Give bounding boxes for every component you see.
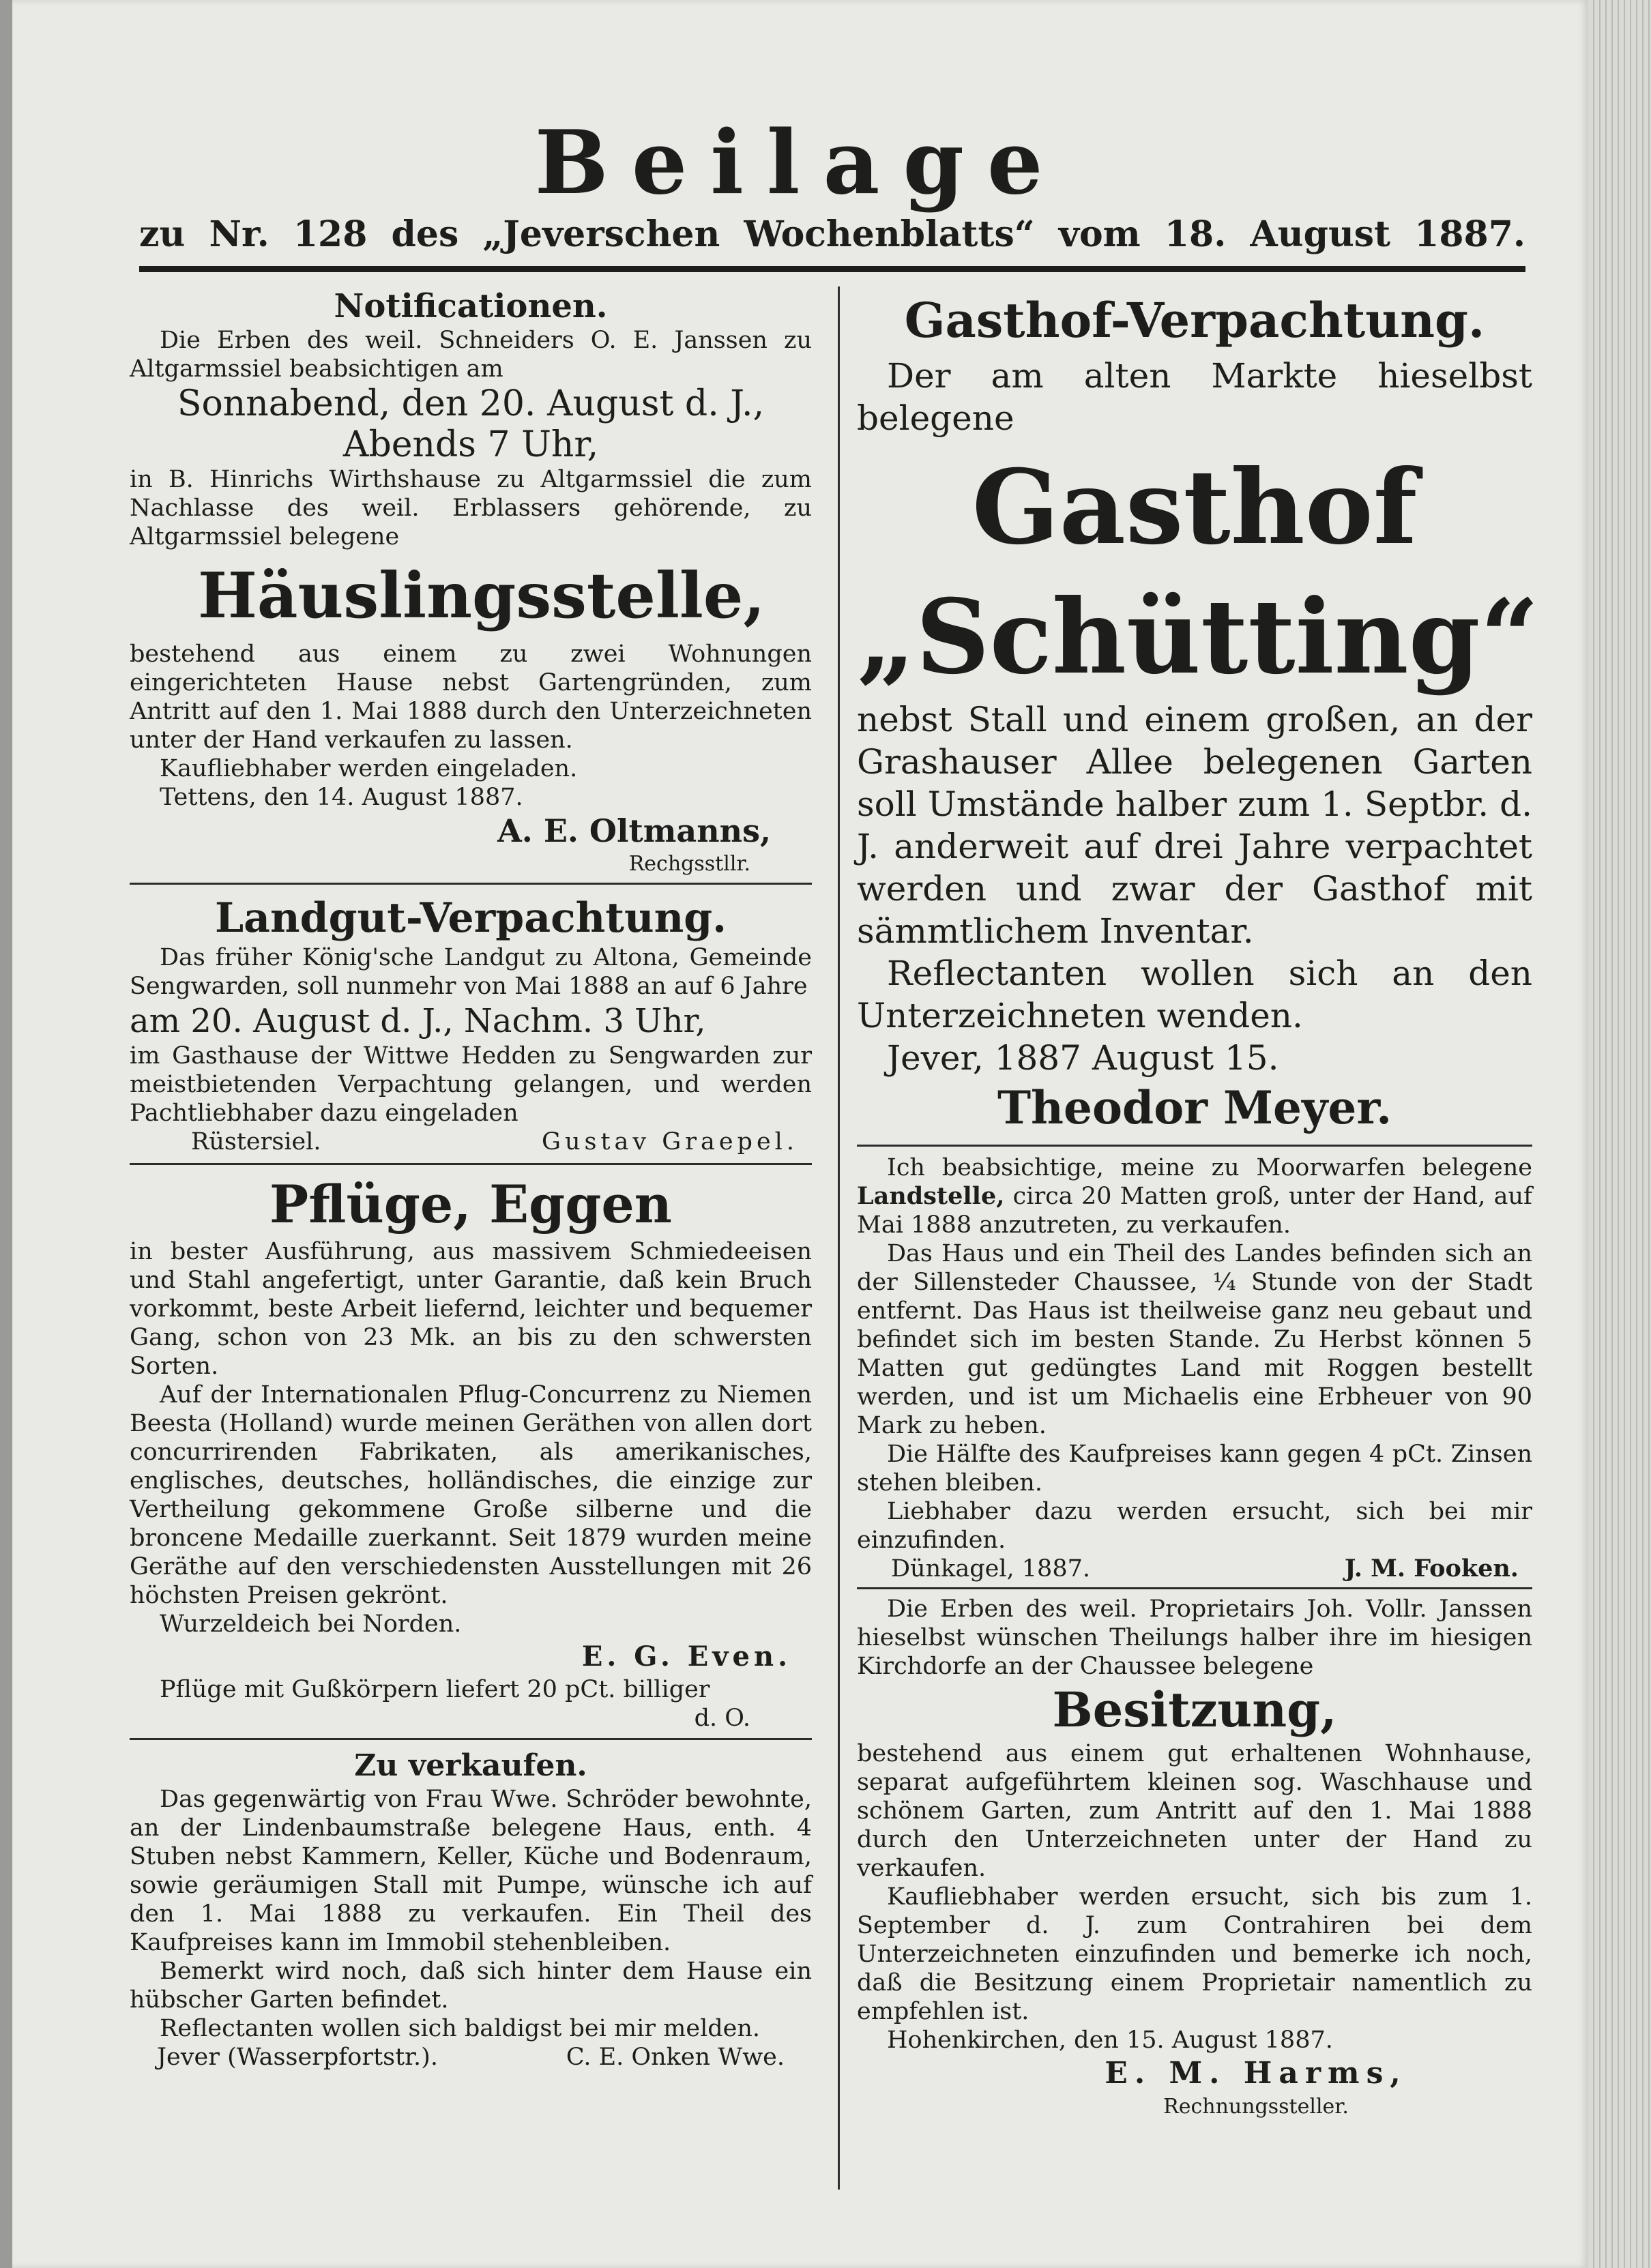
gasthof-p1: Der am alten Markte hieselbst belegene bbox=[857, 356, 1532, 438]
gasthof-big-name: Gasthof bbox=[971, 447, 1418, 568]
pfluege-p3: Pflüge mit Gußkörpern liefert 20 pCt. billiger bbox=[160, 1676, 710, 1703]
column-divider bbox=[838, 286, 840, 2190]
verkaufen-heading: Zu verkaufen. bbox=[354, 1748, 587, 1783]
pfluege-p3-end: d. O. bbox=[694, 1705, 750, 1732]
pfluege-p2: Auf der Internationalen Pflug-Concurrenz zu Niemen Beesta (Holland) wurde meinen Geräthen von allen dort concurrirenden Fabrikaten, als amerikanisches, englisches, deutsches, holländisches, die einzige zur Vertheilung gekommene Große silberne und die broncene Medaille zuerkannt. Seit 1879 wurden meine Geräthe auf den verschiedensten Ausstellungen mit 26 höchsten Preisen gekrönt. bbox=[130, 1381, 812, 1609]
landstelle-p2: Das Haus und ein Theil des Landes befinden sich an der Sillensteder Chaussee, ¼ Stunde von der Stadt entfernt. Das Haus ist theilweise ganz neu gebaut und befindet sich im besten Stande. Zu Herbst können 5 Matten gut gedüngtes Land mit Roggen bestellt werden, und ist um Michaelis eine Erbheuer von 90 Mark zu heben. bbox=[857, 1240, 1532, 1439]
notification-p1: Die Erben des weil. Schneiders O. E. Janssen zu Altgarmssiel beabsichtigen am bbox=[130, 327, 812, 383]
landstelle-p1 bbox=[857, 1153, 1532, 1239]
masthead-subtitle: zu Nr. 128 des „Jeverschen Wochenblatts“ vom 18. August 1887. bbox=[139, 213, 1525, 255]
notification-signer-title: Rechgsstllr. bbox=[628, 852, 750, 876]
gasthof-p2: nebst Stall und einem großen, an der Grashauser Allee belegenen Garten soll Umstände halber zum 1. Septbr. d. J. anderweit auf drei Jahre verpachtet werden und zwar der Gasthof mit sämmtlichem Inventar. bbox=[857, 700, 1532, 951]
landgut-sign-line bbox=[130, 1128, 812, 1156]
notification-ad bbox=[130, 286, 812, 879]
verkaufen-place: Jever (Wasserpfortstr.). bbox=[157, 2044, 438, 2071]
besitzung-signer: E. M. Harms, bbox=[1105, 2056, 1407, 2091]
notification-signer: A. E. Oltmanns, bbox=[497, 812, 771, 849]
masthead-title: Beilage bbox=[534, 112, 1066, 214]
pfluege-p1: in bester Ausführung, aus massivem Schmiedeeisen und Stahl angefertigt, unter Garantie, daß kein Bruch vorkommt, beste Arbeit liefernd, leichter und bequemer Gang, schon von 23 Mk. an bis zu den schwersten Sorten. bbox=[130, 1238, 812, 1380]
section-rule bbox=[130, 883, 812, 885]
landstelle-sign-line bbox=[857, 1555, 1532, 1583]
notification-place-date: Tettens, den 14. August 1887. bbox=[160, 784, 523, 811]
landstelle-place-date: Dünkagel, 1887. bbox=[891, 1555, 1090, 1582]
section-rule bbox=[857, 1145, 1532, 1147]
pfluege-heading: Pflüge, Eggen bbox=[269, 1174, 672, 1235]
section-rule bbox=[130, 1163, 812, 1165]
landstelle-signer: J. M. Fooken. bbox=[1344, 1555, 1519, 1582]
landstelle-p3: Die Hälfte des Kaufpreises kann gegen 4 pCt. Zinsen stehen bleiben. bbox=[857, 1441, 1532, 1497]
besitzung-p3: Kaufliebhaber werden ersucht, sich bis zum 1. September d. J. zum Contrahiren bei dem Unterzeichneten einzufinden und bemerke ich noch, daß die Besitzung einem Proprietair namentlich zu empfehlen ist. bbox=[857, 1883, 1532, 2025]
landgut-p2: im Gasthause der Wittwe Hedden zu Sengwarden zur meistbietenden Verpachtung gelangen, und werden Pachtliebhaber dazu eingeladen bbox=[130, 1042, 812, 1127]
notification-time: Abends 7 Uhr, bbox=[342, 424, 599, 465]
book-page-edges bbox=[1588, 0, 1651, 2268]
right-column bbox=[857, 286, 1539, 2121]
notification-headline: Häuslingsstelle, bbox=[198, 559, 765, 632]
notification-p3: bestehend aus einem zu zwei Wohnungen eingerichteten Hause nebst Gartengründen, zum Antritt auf den 1. Mai 1888 durch den Unterzeichneten unter der Hand verkaufen zu lassen. bbox=[130, 640, 812, 754]
notification-heading: Notificationen. bbox=[334, 287, 608, 325]
pfluege-ad bbox=[130, 1172, 812, 1733]
besitzung-p1: Die Erben des weil. Proprietairs Joh. Vollr. Janssen hieselbst wünschen Theilungs halber ihre im hiesigen Kirchdorfe an der Chaussee belegene bbox=[857, 1595, 1532, 1680]
newspaper-page bbox=[12, 0, 1588, 2268]
landgut-ad bbox=[130, 893, 812, 1156]
landstelle-p1a: Ich beabsichtige, meine zu Moorwarfen belegene bbox=[887, 1154, 1532, 1181]
gasthof-signer: Theodor Meyer. bbox=[997, 1081, 1392, 1134]
notification-p4: Kaufliebhaber werden eingeladen. bbox=[160, 755, 578, 782]
section-rule bbox=[130, 1738, 812, 1740]
verkaufen-p1: Das gegenwärtig von Frau Wwe. Schröder bewohnte, an der Lindenbaumstraße belegene Haus, enth. 4 Stuben nebst Kammern, Keller, Küche und Bodenraum, sowie geräumigen Stall mit Pumpe, wünsche ich auf den 1. Mai 1888 zu verkaufen. Ein Theil des Kaufpreises kann im Immobil stehenbleiben. bbox=[130, 1786, 812, 1956]
landgut-p1: Das früher König'sche Landgut zu Altona, Gemeinde Sengwarden, soll nunmehr von Mai 1888 an auf 6 Jahre bbox=[130, 944, 812, 1000]
landgut-heading: Landgut-Verpachtung. bbox=[214, 894, 727, 942]
gasthof-heading: Gasthof-Verpachtung. bbox=[904, 292, 1485, 349]
landgut-date: am 20. August d. J., Nachm. 3 Uhr, bbox=[130, 1002, 706, 1040]
section-rule bbox=[857, 1587, 1532, 1589]
left-column bbox=[130, 286, 812, 2072]
verkaufen-p3: Reflectanten wollen sich baldigst bei mir melden. bbox=[160, 2015, 761, 2042]
besitzung-p2: bestehend aus einem gut erhaltenen Wohnhause, separat aufgeführtem kleinen sog. Waschhause und schönem Garten, zum Antritt auf den 1. Mai 1888 durch den Unterzeichneten unter der Hand zu verkaufen. bbox=[857, 1740, 1532, 1882]
landstelle-p1c: circa 20 Matten groß, unter der Hand, auf Mai 1888 anzutreten, zu verkaufen. bbox=[857, 1183, 1532, 1239]
gasthof-big-title: „Schütting“ bbox=[857, 577, 1539, 697]
landgut-place: Rüstersiel. bbox=[191, 1128, 321, 1155]
masthead-rule bbox=[139, 266, 1525, 272]
verkaufen-sign-line bbox=[130, 2043, 812, 2072]
besitzung-ad bbox=[857, 1595, 1532, 2121]
gasthof-ad bbox=[857, 286, 1539, 1136]
landstelle-ad bbox=[857, 1153, 1532, 1583]
pfluege-signer: E. G. Even. bbox=[581, 1640, 791, 1673]
scan-left-margin bbox=[0, 0, 12, 2268]
gasthof-place-date: Jever, 1887 August 15. bbox=[887, 1038, 1279, 1078]
besitzung-headline: Besitzung, bbox=[1052, 1681, 1337, 1738]
besitzung-place-date: Hohenkirchen, den 15. August 1887. bbox=[887, 2027, 1333, 2054]
pfluege-place: Wurzeldeich bei Norden. bbox=[160, 1610, 462, 1638]
gasthof-p3: Reflectanten wollen sich an den Unterzeichneten wenden. bbox=[857, 954, 1532, 1035]
verkaufen-ad bbox=[130, 1747, 812, 2072]
notification-p2: in B. Hinrichs Wirthshause zu Altgarmssiel die zum Nachlasse des weil. Erblassers gehörende, zu Altgarmssiel belegene bbox=[130, 466, 812, 550]
landstelle-p4: Liebhaber dazu werden ersucht, sich bei mir einzufinden. bbox=[857, 1498, 1532, 1554]
notification-date: Sonnabend, den 20. August d. J., bbox=[177, 383, 765, 424]
verkaufen-p2: Bemerkt wird noch, daß sich hinter dem Hause ein hübscher Garten befindet. bbox=[130, 1958, 812, 2014]
landstelle-keyword: Landstelle, bbox=[857, 1182, 1005, 1210]
landgut-signer: Gustav Graepel. bbox=[542, 1128, 798, 1155]
verkaufen-signer: C. E. Onken Wwe. bbox=[566, 2044, 785, 2071]
besitzung-signer-title: Rechnungssteller. bbox=[1163, 2095, 1349, 2119]
